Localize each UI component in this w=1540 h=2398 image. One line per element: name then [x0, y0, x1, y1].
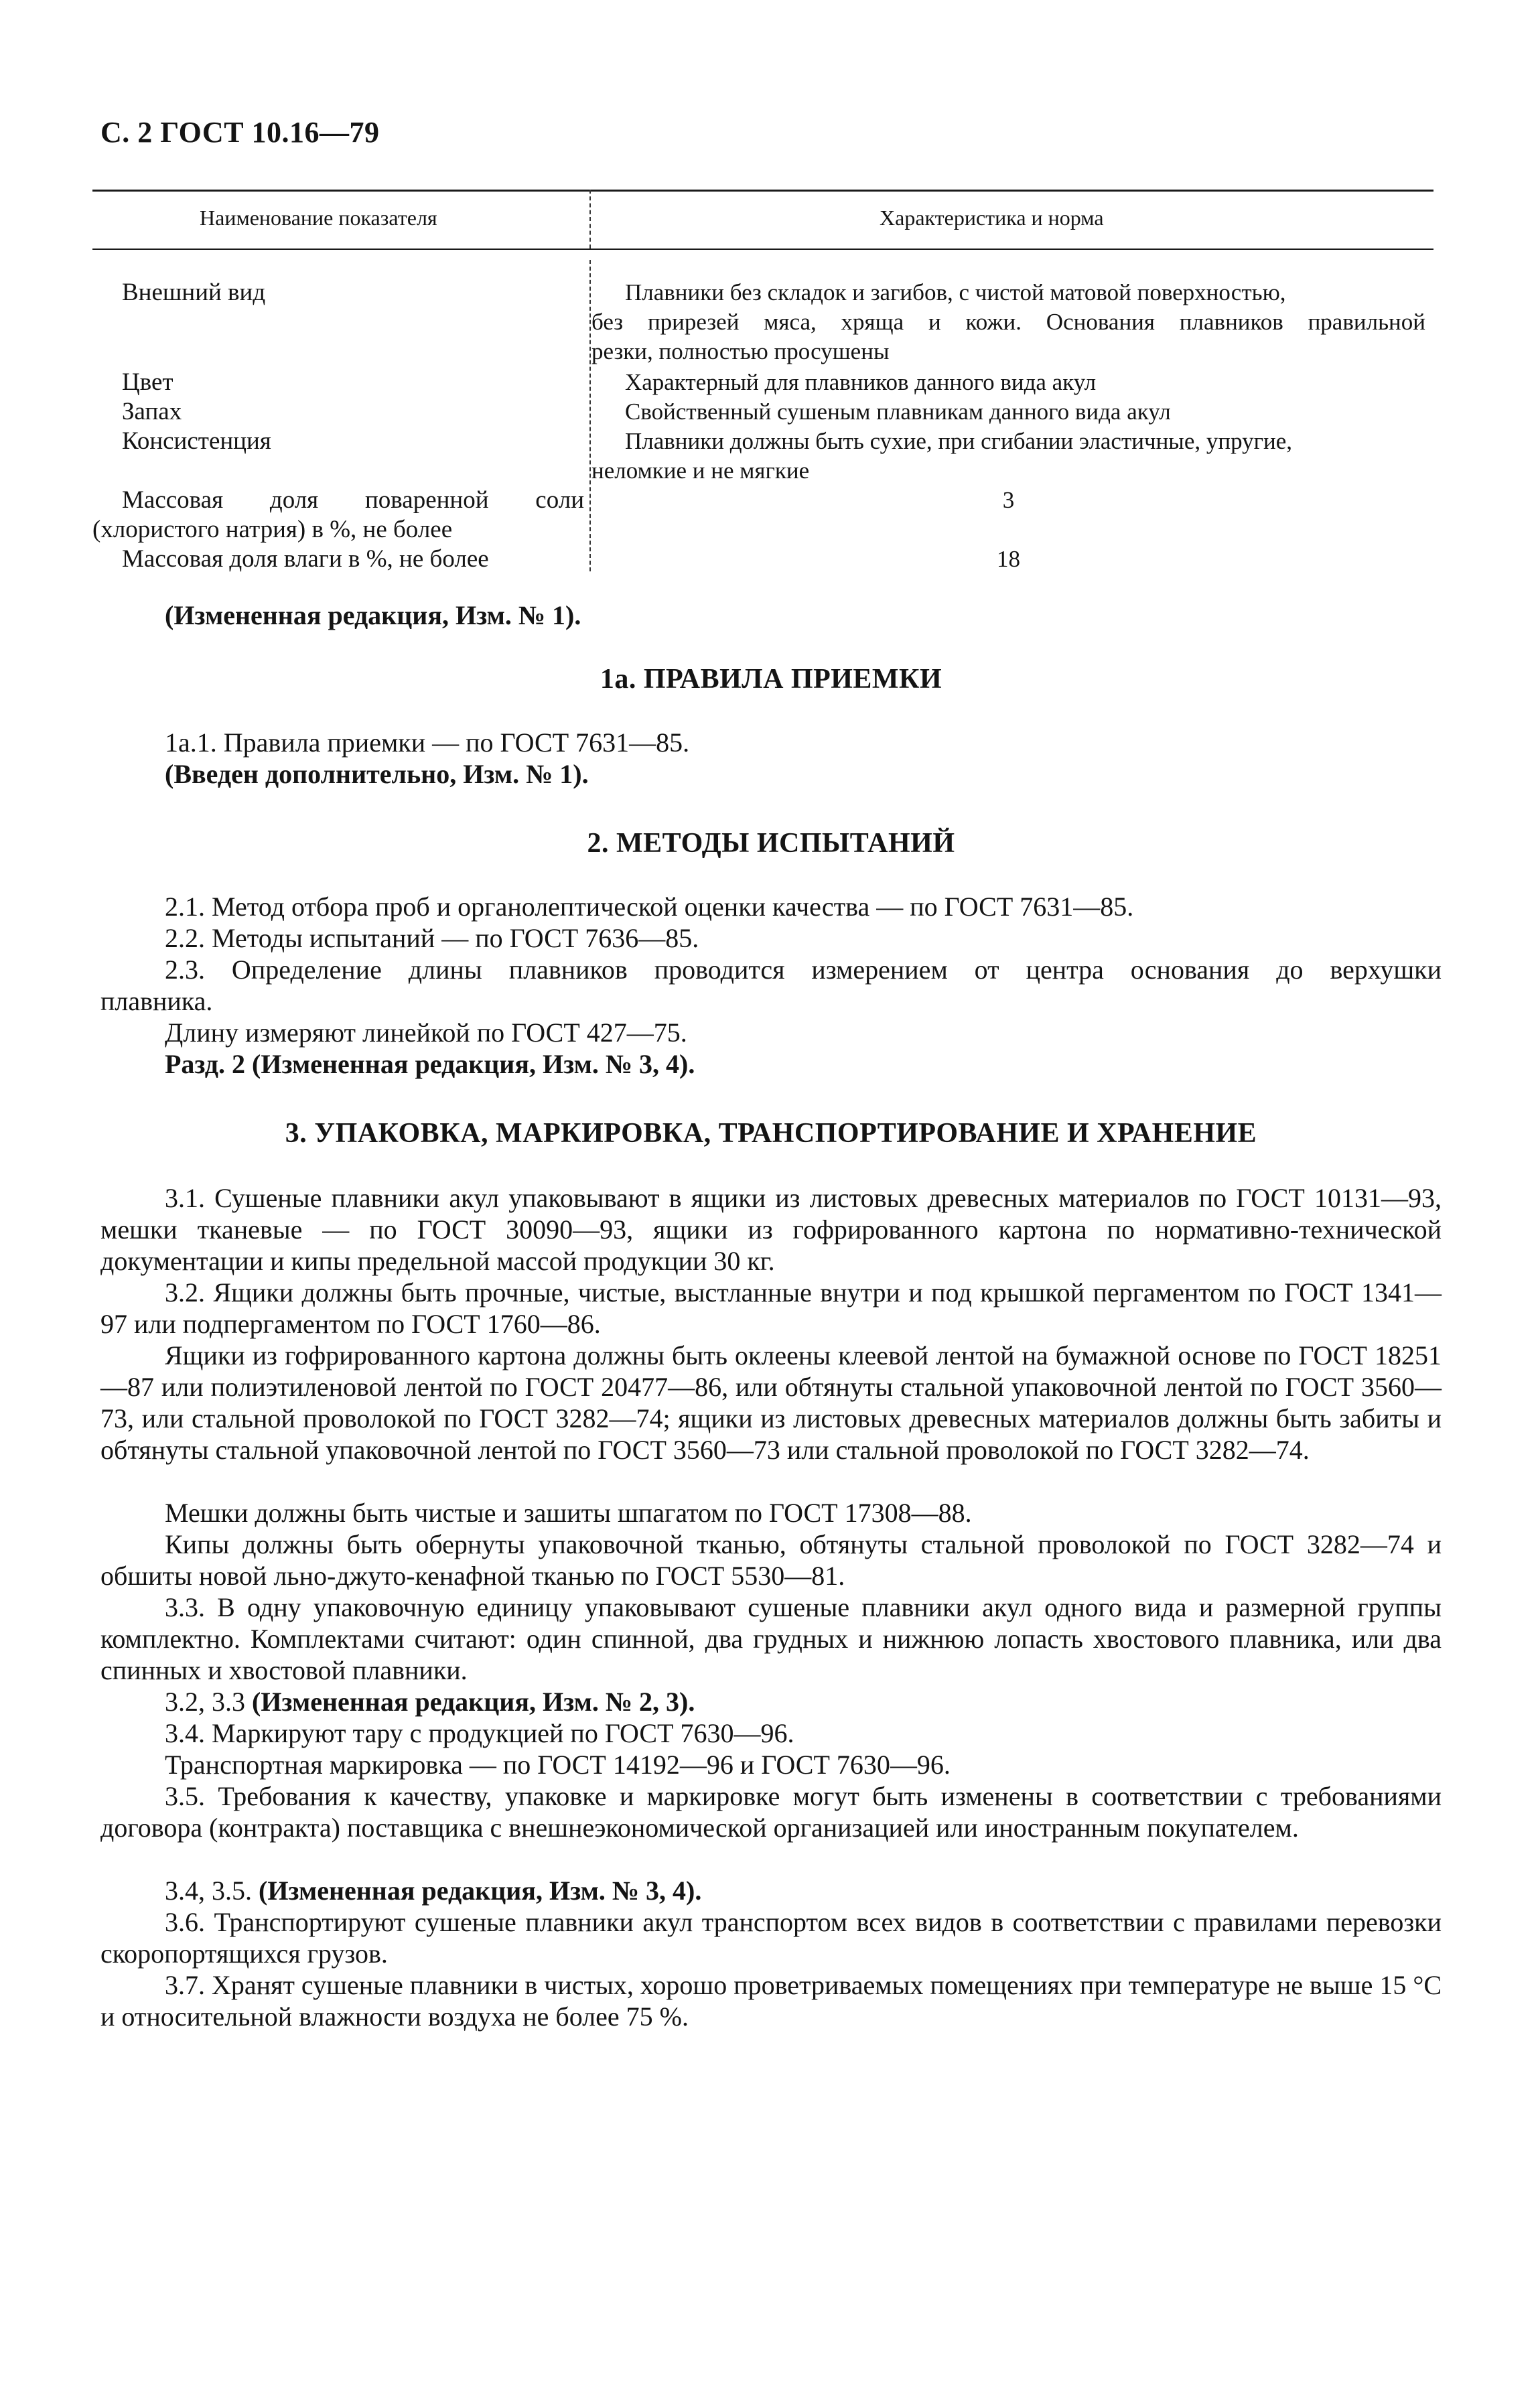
paragraph-3-4b: Транспортная маркировка — по ГОСТ 14192—96 и ГОСТ 7630—96. — [165, 1750, 951, 1780]
amendment-note: Разд. 2 (Измененная редакция, Изм. № 3, 4). — [165, 1049, 695, 1079]
paragraph-3-6: 3.6. Транспортируют сушеные плавники акул транспортом всех видов в соответствии с правилами перевозки скоропортящихся грузов. — [100, 1907, 1442, 1969]
paragraph-3-5: 3.5. Требования к качеству, упаковке и маркировке могут быть изменены в соответствии с требованиями договора (контракта) поставщика с внешнеэкономической организацией или иностранным покупателем. — [100, 1781, 1442, 1843]
paragraph-2-1: 2.1. Метод отбора проб и органолептической оценки качества — по ГОСТ 7631—85. — [165, 892, 1134, 922]
note-prefix: 3.4, 3.5. — [165, 1876, 259, 1906]
paragraph-2-3 — [100, 954, 1442, 1017]
section-heading-3: 3. УПАКОВКА, МАРКИРОВКА, ТРАНСПОРТИРОВАНИЕ И ХРАНЕНИЕ — [285, 1118, 1257, 1149]
table-top-rule — [92, 190, 1433, 192]
page-header: С. 2 ГОСТ 10.16—79 — [100, 116, 380, 149]
value-line: Плавники должны быть сухие, при сгибании эластичные, упругие, — [625, 428, 1292, 454]
paragraph-3-7: 3.7. Хранят сушеные плавники в чистых, хорошо проветриваемых помещениях при температуре не выше 15 °С и относительной влажности воздуха не более 75 %. — [100, 1970, 1442, 2032]
value-line: Свойственный сушеным плавникам данного вида акул — [625, 399, 1171, 425]
note-text: (Измененная редакция, Изм. № 2, 3). — [252, 1687, 695, 1717]
paragraph-3-2c: Мешки должны быть чистые и зашиты шпагатом по ГОСТ 17308—88. — [165, 1498, 972, 1528]
paragraph-3-4: 3.4. Маркируют тару с продукцией по ГОСТ 7630—96. — [165, 1718, 794, 1748]
value-line: без прирезей мяса, хряща и кожи. Основания плавников правильной — [591, 309, 1425, 335]
table-header-rule — [92, 249, 1433, 250]
amendment-note-3-2-3-3 — [100, 1686, 1442, 1717]
table-row-name: Цвет — [122, 368, 173, 396]
table-row-name — [122, 486, 584, 515]
paragraph-3-1: 3.1. Сушеные плавники акул упаковывают в ящики из листовых древесных материалов по ГОСТ 10131—93, мешки тканевые — по ГОСТ 30090—93, ящики из гофрированного картона по нормативно-технической документации и кипы предельной массой продукции 30 кг. — [100, 1183, 1442, 1276]
value-line: резки, полностью просушены — [591, 338, 890, 364]
name-line: Массовая доля поваренной соли — [122, 486, 584, 514]
table-row-name: Запах — [122, 398, 182, 425]
amendment-note: (Введен дополнительно, Изм. № 1). — [165, 759, 589, 789]
amendment-note-3-4-3-5 — [100, 1875, 1442, 1906]
text-line: плавника. — [100, 986, 213, 1016]
table-header-divider — [589, 190, 591, 249]
table-row-name: Внешний вид — [122, 279, 266, 306]
table-col1-header: Наименование показателя — [200, 206, 437, 230]
value-line: Плавники без складок и загибов, с чистой матовой поверхностью, — [625, 279, 1286, 305]
paragraph-3-3: 3.3. В одну упаковочную единицу упаковывают сушеные плавники акул одного вида и размерной группы комплектно. Комплектами считают: один спинной, два грудных и нижнюю лопасть хвостового плавника, или два спинных и хвостовой плавники. — [100, 1592, 1442, 1685]
table-column-divider — [589, 260, 591, 571]
value-line: неломкие и не мягкие — [591, 457, 810, 484]
paragraph-1a-1: 1а.1. Правила приемки — по ГОСТ 7631—85. — [165, 727, 690, 758]
table-row-value: 18 — [997, 546, 1020, 572]
table-row-value — [591, 278, 1425, 366]
paragraph-2-2: 2.2. Методы испытаний — по ГОСТ 7636—85. — [165, 923, 699, 953]
table-row-value — [591, 427, 1425, 486]
value-line: Характерный для плавников данного вида акул — [625, 369, 1097, 395]
paragraph-3-2: 3.2. Ящики должны быть прочные, чистые, выстланные внутри и под крышкой пергаментом по ГОСТ 1341—97 или подпергаментом по ГОСТ 1760—86. — [100, 1277, 1442, 1339]
paragraph-3-2d: Кипы должны быть обернуты упаковочной тканью, обтянуты стальной проволокой по ГОСТ 3282—74 и обшиты новой льно-джуто-кенафной тканью по ГОСТ 5530—81. — [100, 1529, 1442, 1591]
table-row-name: Массовая доля влаги в %, не более — [122, 545, 489, 573]
section-heading-2: 2. МЕТОДЫ ИСПЫТАНИЙ — [587, 828, 955, 859]
table-row-value: 3 — [1002, 487, 1015, 513]
paragraph-2-4: Длину измеряют линейкой по ГОСТ 427—75. — [165, 1017, 687, 1048]
amendment-note: (Измененная редакция, Изм. № 1). — [165, 600, 581, 630]
table-row-name-cont: (хлористого натрия) в %, не более — [92, 516, 453, 543]
paragraph-3-2b: Ящики из гофрированного картона должны быть оклеены клеевой лентой на бумажной основе по ГОСТ 18251—87 или полиэтиленовой лентой по ГОСТ 20477—86, или обтянуты стальной упаковочной лентой по ГОСТ 3560—73, или стальной проволокой по ГОСТ 3282—74; ящики из листовых древесных материалов должны быть забиты и обтянуты стальной упаковочной лентой по ГОСТ 3560—73 или стальной проволокой по ГОСТ 3282—74. — [100, 1340, 1442, 1465]
table-row-value — [591, 397, 1425, 427]
table-row-value — [591, 368, 1425, 397]
requirements-table — [92, 190, 1433, 573]
note-prefix: 3.2, 3.3 — [165, 1687, 252, 1717]
note-text: (Измененная редакция, Изм. № 3, 4). — [259, 1876, 702, 1906]
text-line: 2.3. Определение длины плавников проводится измерением от центра основания до верхушки — [165, 955, 1442, 985]
section-heading-1a: 1а. ПРАВИЛА ПРИЕМКИ — [600, 664, 942, 695]
table-row-name: Консистенция — [122, 427, 271, 455]
table-col2-header: Характеристика и норма — [880, 206, 1104, 230]
